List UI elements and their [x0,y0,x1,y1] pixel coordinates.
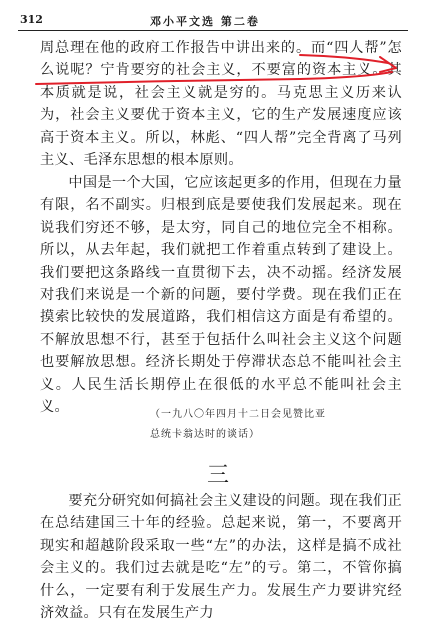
running-title: 邓小平文选 第二卷 [150,15,260,28]
paragraph-2: 中国是一个大国，它应该起更多的作用，但现在力量有限，名不副实。归根到底是要使我们发展起来。现在说我们穷还不够，是太穷，同自己的地位完全不相称。所以，从去年起，我们就把工作着重点转到了建设上。我们要把这条路线一直贯彻下去，决不动摇。经济发展对我们来说是一个新的问题，要付学费。现在我们正在摸索比较快的发展道路，我们相信这方面是有希望的。不解放思想不行，甚至于包括什么叫社会主义这个问题也要解放思想。经济长期处于停滞状态总不能叫社会主义。人民生活长期停止在很低的水平总不能叫社会主义。 [40,175,402,416]
section-number: 三 [207,463,230,488]
paragraph-3: 要充分研究如何搞社会主义建设的问题。现在我们正在总结建国三十年的经验。总起来说，第一，不要离开现实和超越阶段采取一些“左”的办法，这样是搞不成社会主义的。我们过去就是吃“左”的亏。第二，不管你搞什么，一定要有利于发展生产力。发展生产力要讲究经济效益。只有在发展生产力 [40,493,402,622]
date-note-line-2: 总统卡翁达时的谈话） [150,429,260,440]
date-note-line-1: （一九八〇年四月十二日会见赞比亚 [150,409,326,420]
page-number: 312 [20,13,43,26]
page-header [0,8,438,30]
paragraph-1: 周总理在他的政府工作报告中讲出来的。而“四人帮”怎么说呢？宁肯要穷的社会主义，不要富的资本主义。其本质就是说，社会主义就是穷的。马克思主义历来认为，社会主义要优于资本主义，它的生产发展速度应该高于资本主义。所以，林彪、“四人帮”完全背离了马列主义、毛泽东思想的根本原则。 [40,40,402,169]
header-rule [18,30,408,31]
